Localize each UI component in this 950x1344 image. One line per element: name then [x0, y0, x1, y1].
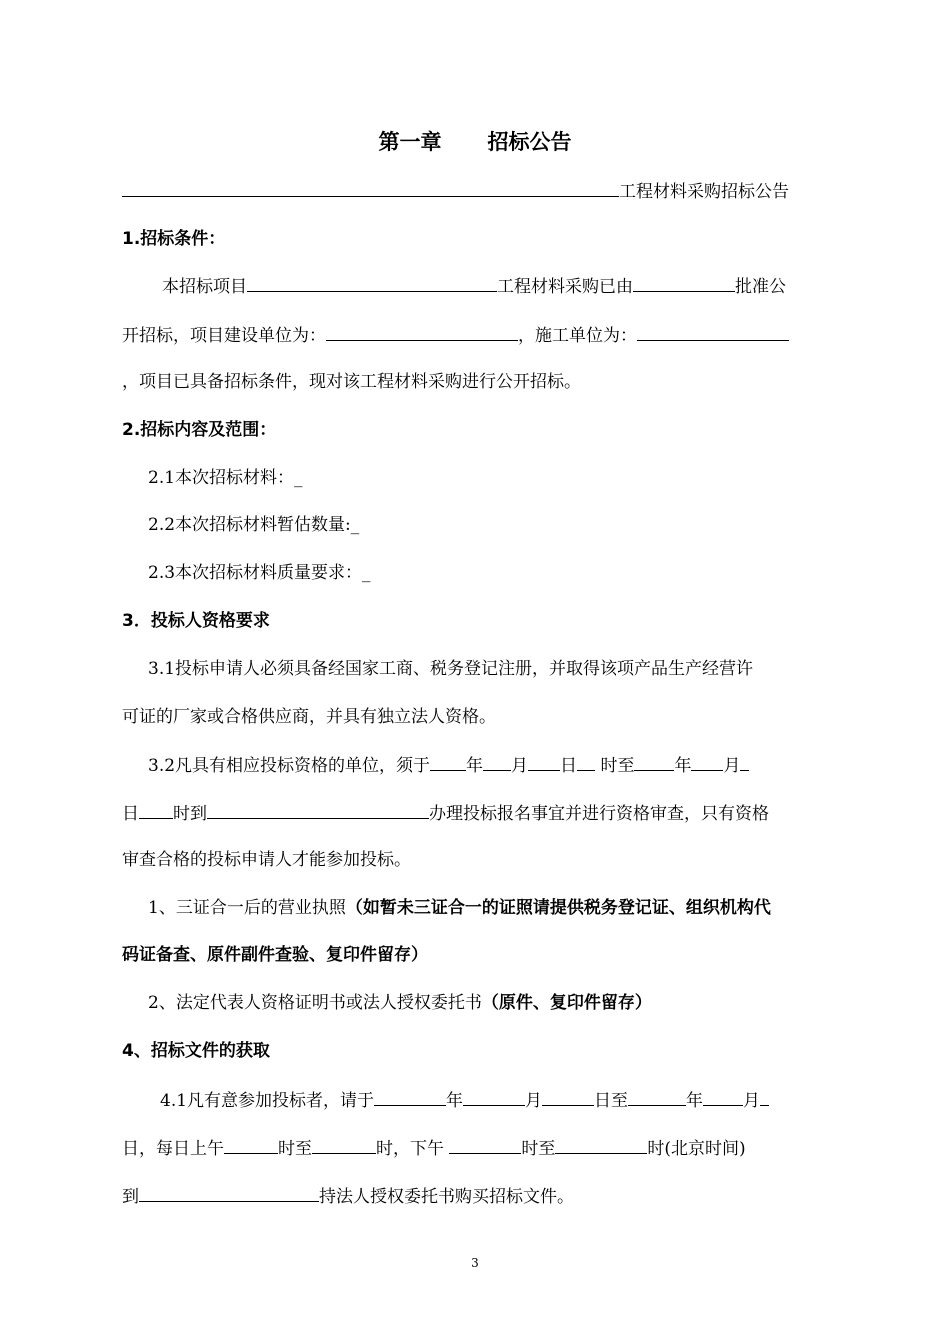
s3-text: 日	[122, 804, 139, 824]
subtitle: 工程材料采购招标公告	[619, 182, 789, 202]
s4-p41-line1	[160, 1087, 866, 1113]
s4-text: 时至	[521, 1139, 556, 1159]
s3-text: 月	[511, 756, 529, 776]
s2-item3: 2.3本次招标材料质量要求：_	[148, 563, 371, 583]
section2-heading: 2.招标内容及范围：	[122, 420, 277, 440]
s4-text: 时(北京时间)	[647, 1139, 746, 1159]
blank	[703, 1087, 743, 1106]
s3-p32-line2	[122, 800, 828, 826]
s3-text: 月	[723, 756, 741, 776]
blank	[637, 322, 789, 341]
blank	[577, 752, 595, 771]
s1-paragraph-line2	[122, 322, 828, 348]
s4-text: 日至	[594, 1091, 629, 1111]
s3-text: 日	[560, 756, 578, 776]
blank	[449, 1135, 521, 1154]
s3-text: 2、法定代表人资格证明书或法人授权委托书	[148, 993, 482, 1013]
blank	[463, 1087, 525, 1106]
blank	[528, 752, 560, 771]
s4-text: 日，每日上午	[122, 1139, 224, 1159]
s4-text: 时，下午	[376, 1139, 444, 1159]
chapter-label: 第一章	[378, 130, 442, 154]
blank	[691, 752, 723, 771]
blank	[740, 752, 749, 771]
s3-doc1-line2: 码证备查、原件副件查验、复印件留存）	[122, 945, 428, 965]
chapter-title	[0, 127, 950, 157]
blank	[633, 273, 735, 292]
s3-text: 办理投标报名事宜并进行资格审查，只有资格	[429, 804, 769, 824]
blank	[326, 322, 518, 341]
s3-text: 年	[466, 756, 484, 776]
subtitle-line	[122, 178, 828, 204]
s3-text: 3.2凡具有相应投标资格的单位，须于	[148, 756, 431, 776]
s4-p41-line2	[122, 1135, 828, 1161]
blank	[312, 1135, 376, 1154]
s4-text: 持法人授权委托书购买招标文件。	[319, 1187, 574, 1207]
s4-text: 年	[686, 1091, 704, 1111]
project-name-blank	[122, 178, 619, 197]
s1-text: 本招标项目	[162, 277, 247, 297]
s3-p32-line3: 审查合格的投标申请人才能参加投标。	[122, 850, 411, 870]
blank	[247, 273, 497, 292]
section3-heading: 3．投标人资格要求	[122, 611, 270, 631]
s1-text: 工程材料采购已由	[497, 277, 633, 297]
section1-heading: 1.招标条件：	[122, 229, 226, 249]
section4-heading: 4、招标文件的获取	[122, 1041, 270, 1061]
s1-text: 开招标，项目建设单位为：	[122, 326, 326, 346]
blank	[374, 1087, 446, 1106]
s2-item1: 2.1本次招标材料：_	[148, 468, 303, 488]
page-number: 3	[471, 1256, 479, 1270]
s4-text: 年	[446, 1091, 464, 1111]
s4-text: 月	[743, 1091, 761, 1111]
blank	[139, 800, 173, 819]
blank	[224, 1135, 278, 1154]
s1-paragraph-line3: ，项目已具备招标条件，现对该工程材料采购进行公开招标。	[122, 372, 581, 392]
s3-text: 时至	[600, 756, 635, 776]
s1-text: 批准公	[735, 277, 786, 297]
blank	[139, 1183, 319, 1202]
s3-doc1-line1	[148, 896, 854, 920]
s3-text: 时到	[173, 804, 207, 824]
s4-p41-line3	[122, 1183, 828, 1209]
s3-doc2	[148, 991, 854, 1015]
blank	[634, 752, 674, 771]
s3-text: 1、三证合一后的营业执照	[148, 898, 346, 918]
s4-text: 4.1凡有意参加投标者，请于	[160, 1091, 375, 1111]
s3-p31-line2: 可证的厂家或合格供应商，并具有独立法人资格。	[122, 707, 496, 727]
s4-text: 到	[122, 1187, 139, 1207]
chapter-heading: 招标公告	[487, 130, 572, 154]
s1-paragraph-line1	[162, 273, 868, 299]
s3-text-bold: （如暂未三证合一的证照请提供税务登记证、组织机构代	[345, 898, 771, 918]
s3-p31-line1: 3.1投标申请人必须具备经国家工商、税务登记注册，并取得该项产品生产经营许	[148, 659, 754, 679]
blank	[542, 1087, 594, 1106]
s3-p32-line1	[148, 752, 854, 778]
blank	[430, 752, 466, 771]
blank	[628, 1087, 686, 1106]
blank	[207, 800, 429, 819]
blank	[555, 1135, 647, 1154]
s2-item2: 2.2本次招标材料暂估数量:_	[148, 515, 360, 535]
blank	[760, 1087, 769, 1106]
s4-text: 时至	[278, 1139, 312, 1159]
s3-text: 年	[674, 756, 692, 776]
blank	[483, 752, 511, 771]
s1-text: ，施工单位为：	[518, 326, 637, 346]
s4-text: 月	[525, 1091, 543, 1111]
s3-text-bold: （原件、复印件留存）	[481, 993, 652, 1013]
